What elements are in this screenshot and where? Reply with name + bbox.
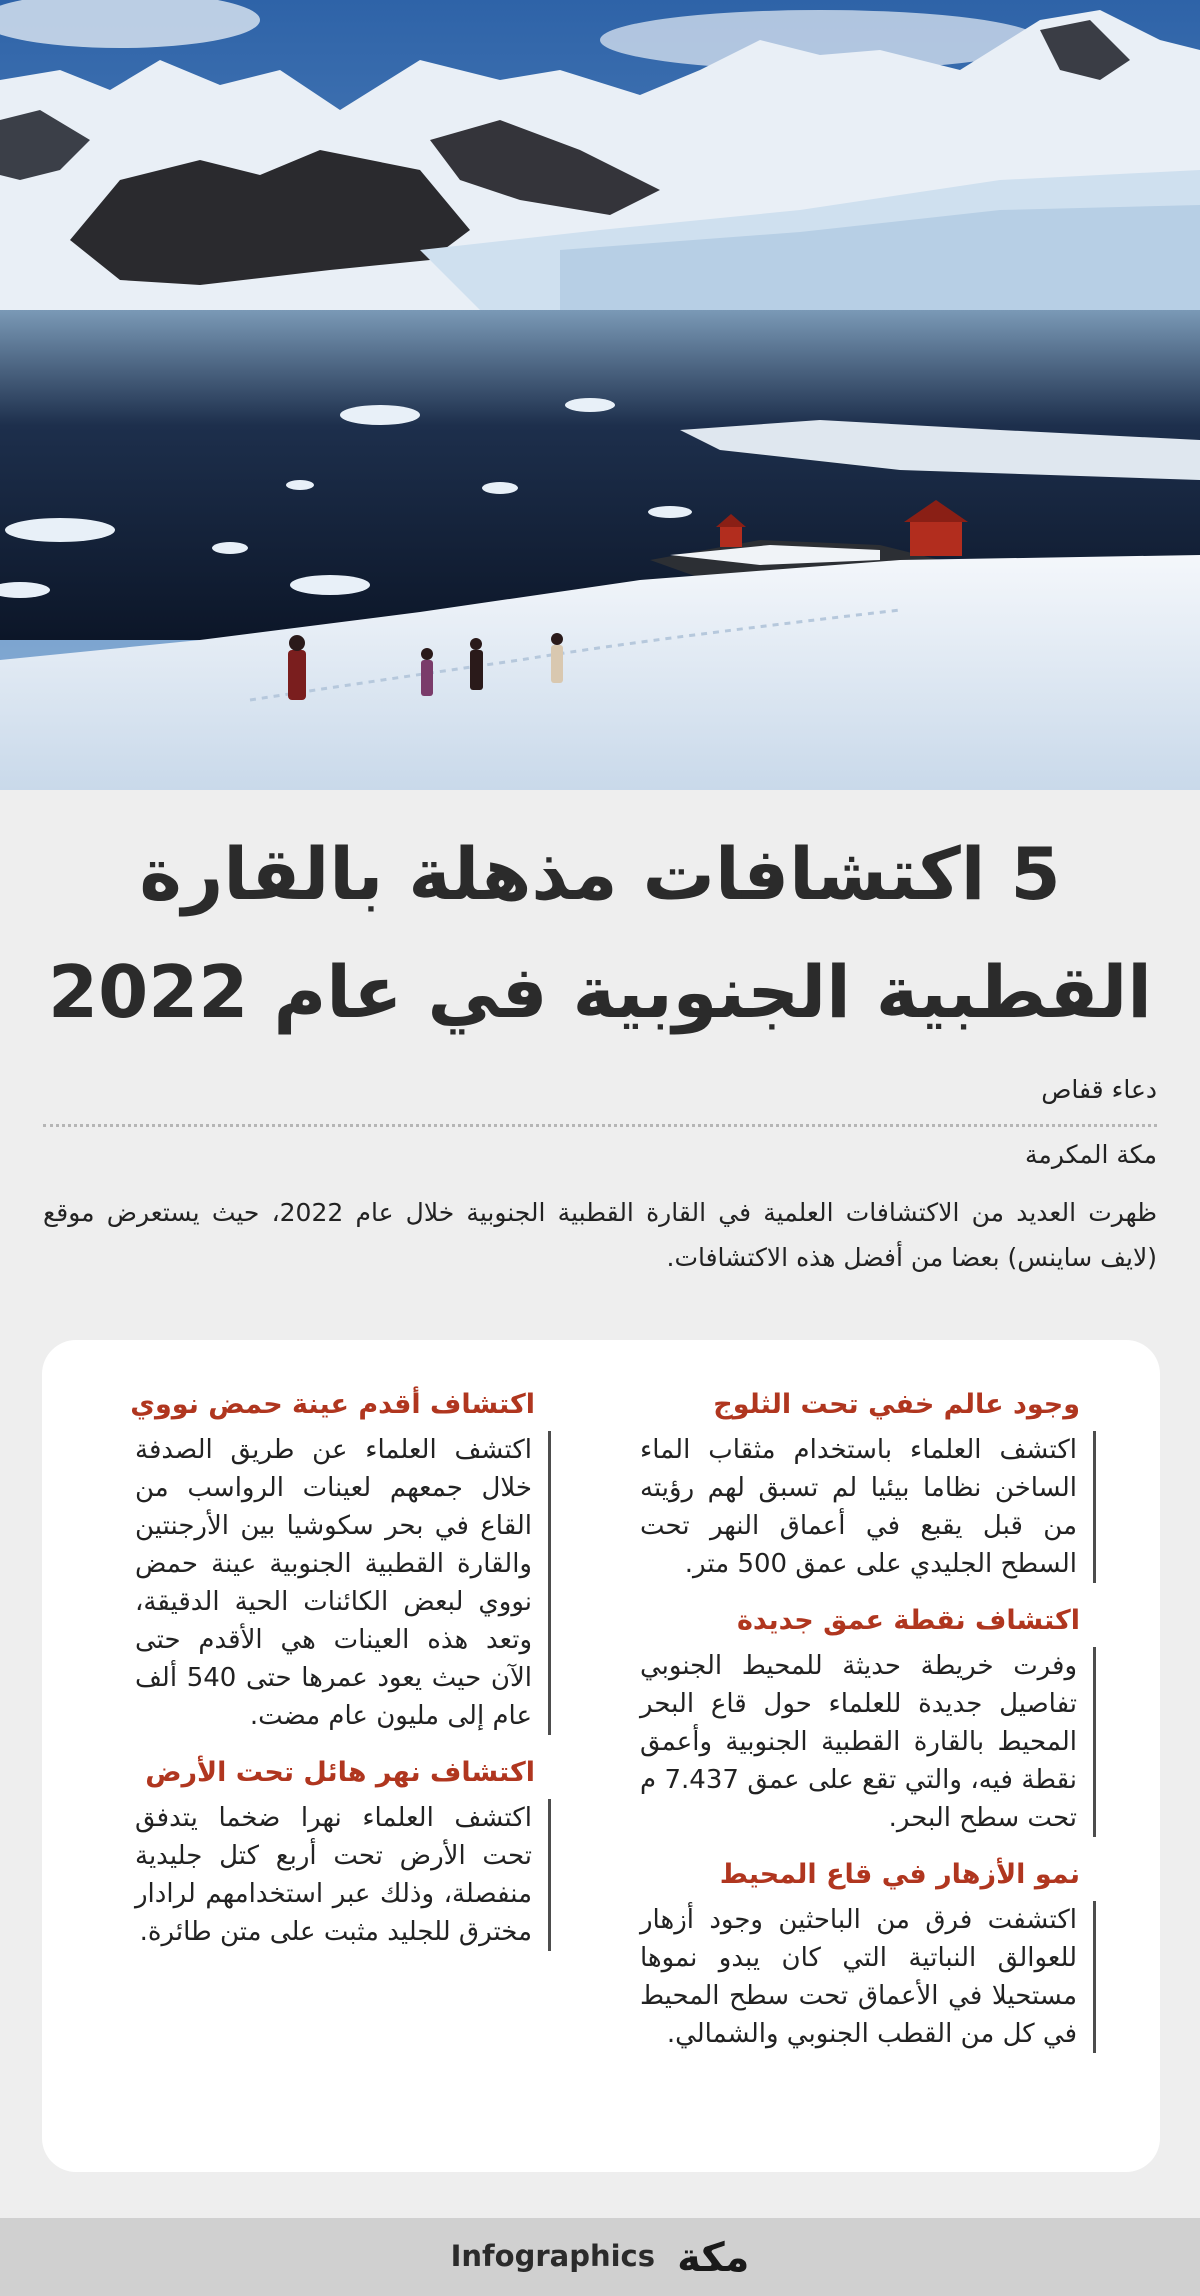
footer-bar bbox=[0, 2218, 1200, 2296]
hero-photo bbox=[0, 0, 1200, 790]
finding-heading: نمو الأزهار في قاع المحيط bbox=[719, 1859, 1080, 1890]
footer-content bbox=[0, 2234, 1200, 2280]
finding-item bbox=[135, 1753, 555, 1951]
finding-item bbox=[640, 1601, 1100, 1837]
finding-body: وفرت خريطة حديثة للمحيط الجنوبي تفاصيل جديدة للعلماء حول قاع البحر المحيط بالقارة القطبية الجنوبية وأعمق نقطة فيه، والتي تقع على عمق 7.437 م تحت سطح البحر. bbox=[640, 1647, 1096, 1837]
footer-label: Infographics bbox=[450, 2239, 655, 2273]
author-name: دعاء قفاص bbox=[1041, 1075, 1157, 1104]
finding-heading: وجود عالم خفي تحت الثلوج bbox=[713, 1389, 1080, 1420]
finding-body: اكتشف العلماء عن طريق الصدفة خلال جمعهم لعينات الرواسب من القاع في بحر سكوشيا بين الأرجنتين والقارة القطبية الجنوبية عينة حمض نووي لبعض الكائنات الحية الدقيقة، وتعد هذه العينات هي الأقدم حتى الآن حيث يعود عمرها حتى 540 ألف عام إلى مليون عام مضت. bbox=[135, 1431, 551, 1735]
finding-item bbox=[640, 1855, 1100, 2053]
findings-column-left bbox=[130, 1385, 555, 2127]
finding-heading: اكتشاف نهر هائل تحت الأرض bbox=[145, 1757, 535, 1788]
finding-body: اكتشف العلماء باستخدام مثقاب الماء الساخن نظاما بيئيا لم تسبق لهم رؤيته من قبل يقبع في أعماق النهر تحت السطح الجليدي على عمق 500 متر. bbox=[640, 1431, 1096, 1583]
finding-item bbox=[130, 1385, 555, 1735]
intro-paragraph: ظهرت العديد من الاكتشافات العلمية في القارة القطبية الجنوبية خلال عام 2022، حيث يستعرض موقع (لايف ساينس) بعضا من أفضل هذه الاكتشافات. bbox=[43, 1198, 1157, 1272]
finding-body: اكتشف العلماء نهرا ضخما يتدفق تحت الأرض تحت أربع كتل جليدية منفصلة، وذلك عبر استخدامهم لرادار مخترق للجليد مثبت على متن طائرة. bbox=[135, 1799, 551, 1951]
finding-item bbox=[640, 1385, 1100, 1583]
finding-body: اكتشفت فرق من الباحثين وجود أزهار للعوالق النباتية التي كان يبدو نموها مستحيلا في الأعماق تحت سطح المحيط في كل من القطب الجنوبي والشمالي. bbox=[640, 1901, 1096, 2053]
finding-heading: اكتشاف نقطة عمق جديدة bbox=[736, 1605, 1080, 1636]
dateline-city: مكة المكرمة bbox=[1025, 1140, 1157, 1169]
title-line-1: 5 اكتشافات مذهلة بالقارة bbox=[139, 832, 1061, 916]
finding-heading: اكتشاف أقدم عينة حمض نووي bbox=[130, 1389, 535, 1420]
brand-logo: مكة bbox=[677, 2235, 750, 2281]
findings-card bbox=[42, 1340, 1160, 2172]
dotted-divider bbox=[43, 1124, 1157, 1127]
findings-column-right bbox=[640, 1385, 1100, 2127]
title-line-2: القطبية الجنوبية في عام 2022 bbox=[48, 950, 1152, 1034]
page-title bbox=[40, 815, 1160, 1051]
